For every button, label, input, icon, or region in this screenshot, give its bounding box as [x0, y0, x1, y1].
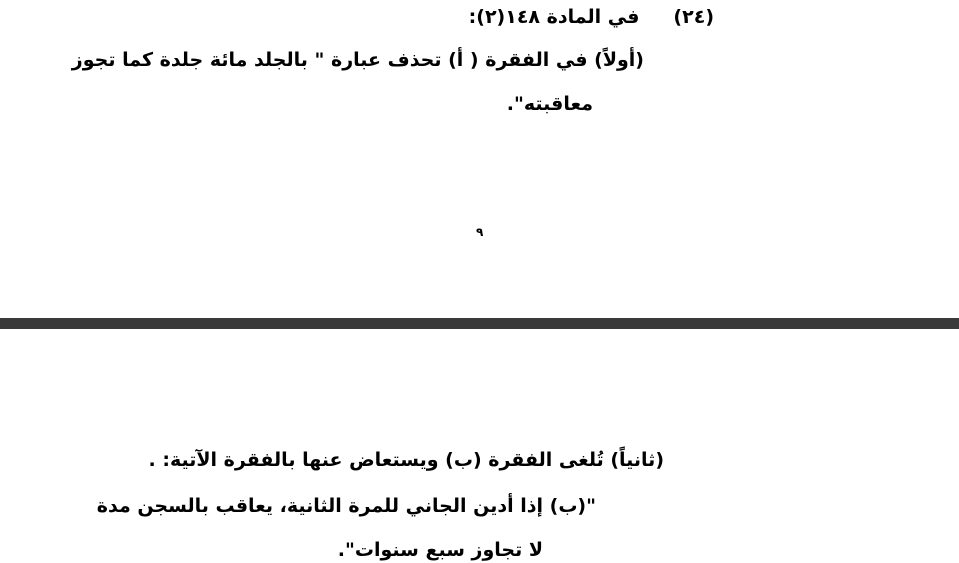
clause-first-line-1: (أولاً) في الفقرة ( أ) تحذف عبارة " بالجلد مائة جلدة كما تجوز	[71, 49, 644, 71]
lower-document-page	[0, 329, 959, 562]
page-number: ٩	[476, 225, 484, 239]
clause-second-line-1: (ثانياً) تُلغى الفقرة (ب) ويستعاض عنها بالفقرة الآتية: .	[148, 449, 664, 471]
article-number: (٢٤)	[673, 6, 714, 28]
article-heading-line	[469, 4, 714, 30]
clause-second-line-3: لا تجاوز سبع سنوات".	[337, 539, 543, 561]
page-separator	[0, 318, 959, 329]
clause-first-line-2: معاقبته".	[506, 93, 593, 115]
article-heading: في المادة ١٤٨(٢):	[468, 6, 640, 28]
clause-second-line-2: "(ب) إذا أدين الجاني للمرة الثانية، يعاقب بالسجن مدة	[96, 495, 596, 517]
